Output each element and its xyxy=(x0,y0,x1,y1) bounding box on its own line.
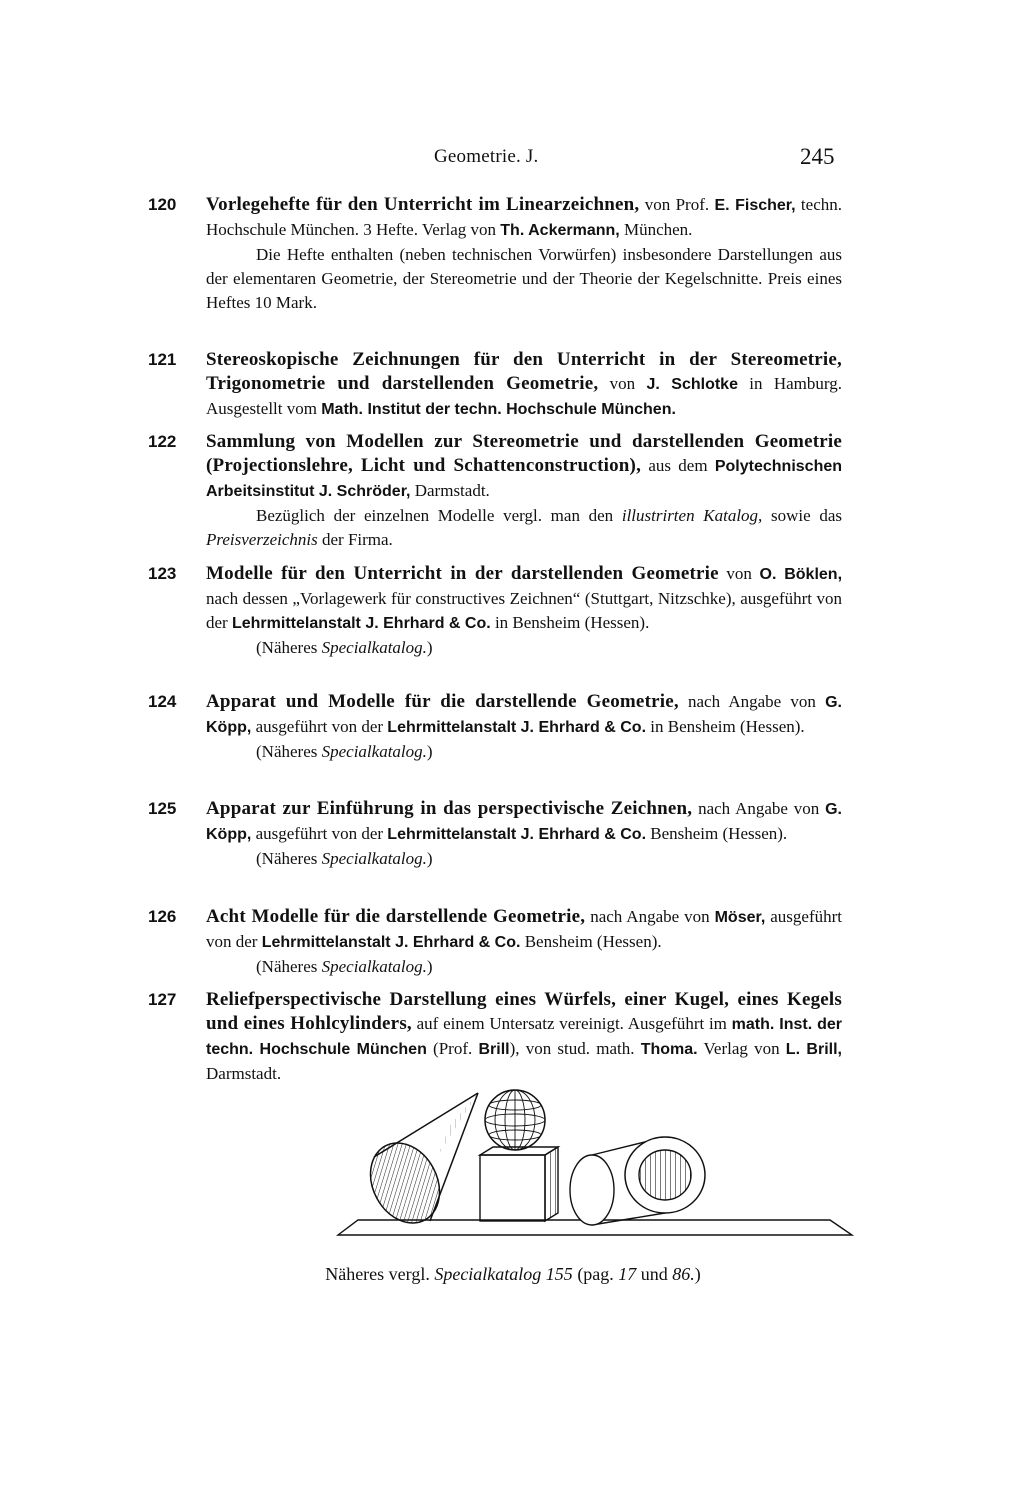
catalog-reference: Specialkatalog 155 xyxy=(434,1264,573,1284)
figure-caption xyxy=(0,1264,1026,1285)
entry-text xyxy=(206,988,842,1086)
entry-text-part: ), von stud. math. xyxy=(509,1039,641,1058)
entry-text-part: in Bensheim (Hessen). xyxy=(646,717,805,736)
publisher-name: Th. Ackermann, xyxy=(500,222,620,239)
catalog-reference: illustrirten Katalog, xyxy=(621,506,763,525)
person-name: G. Köpp, xyxy=(206,801,842,843)
catalog-reference-line xyxy=(206,740,842,764)
entry-text-part: in Bensheim (Hessen). xyxy=(490,613,650,632)
institution-name: math. Inst. der techn. Hochschule München xyxy=(206,1016,843,1058)
entry-number: 126 xyxy=(148,907,177,926)
catalog-entry-127 xyxy=(148,988,848,1086)
entry-body xyxy=(206,430,842,552)
entry-text-part: in Hamburg. Ausgestellt vom xyxy=(206,374,842,418)
catalog-reference-line xyxy=(206,636,842,660)
entry-text-part: Darmstadt. xyxy=(410,481,490,500)
person-name: Thoma. xyxy=(640,1041,698,1058)
entry-text-part: von xyxy=(718,564,760,583)
entry-note-part: sowie das xyxy=(762,506,842,525)
catalog-entry-126 xyxy=(148,905,848,979)
entry-text-part: (Prof. xyxy=(426,1039,479,1058)
entry-text-part: Darmstadt. xyxy=(206,1064,282,1083)
person-name: Möser, xyxy=(714,909,766,926)
reference-part: ) xyxy=(426,957,433,976)
caption-part: ) xyxy=(694,1264,701,1284)
catalog-entry-120 xyxy=(148,193,848,315)
running-title: Geometrie. J. xyxy=(434,146,539,167)
entry-number: 120 xyxy=(148,195,177,214)
entry-text xyxy=(206,348,842,422)
entry-text-part: von xyxy=(598,374,647,393)
catalog-reference-line xyxy=(206,847,842,871)
reference-part: (Näheres xyxy=(256,849,322,868)
entry-text-part: ausgeführt von der xyxy=(251,824,388,843)
entry-title: Reliefperspectivische Darstellung eines Würfels, einer Kugel, eines Kegels und eines Hohlcylinders, xyxy=(206,989,842,1034)
entry-text-part: nach Angabe von xyxy=(585,907,715,926)
entry-body xyxy=(206,690,842,764)
catalog-entry-123 xyxy=(148,562,848,660)
reference-part: (Näheres xyxy=(256,638,322,657)
entry-body xyxy=(206,348,842,422)
entry-text-part: Bensheim (Hessen). xyxy=(646,824,788,843)
entry-note xyxy=(206,504,842,552)
reference-part: ) xyxy=(426,742,433,761)
cone-model xyxy=(357,1093,478,1235)
catalog-reference: Preisverzeichnis xyxy=(206,530,318,549)
catalog-entry-124 xyxy=(148,690,848,764)
entry-number: 123 xyxy=(148,564,177,583)
entry-note: Die Hefte enthalten (neben technischen Vorwürfen) insbesondere Darstellungen aus der elementaren Geometrie, der Stereometrie und der Theorie der Kegelschnitte. Preis eines Heftes 10 Mark. xyxy=(206,245,842,312)
institution-name: Lehrmittelanstalt J. Ehrhard & Co. xyxy=(387,826,647,843)
entry-number: 124 xyxy=(148,692,177,711)
page-ref: 17 xyxy=(618,1264,637,1284)
person-name: J. Schlotke xyxy=(646,376,738,393)
person-name: G. Köpp, xyxy=(206,694,842,736)
models-illustration xyxy=(330,1085,860,1245)
entry-text xyxy=(206,690,842,740)
reference-part: (Näheres xyxy=(256,742,322,761)
publisher-name: L. Brill, xyxy=(785,1041,842,1058)
entry-text-part: Verlag von xyxy=(697,1039,786,1058)
entry-body xyxy=(206,905,842,979)
person-name: Brill xyxy=(478,1041,510,1058)
entry-body xyxy=(206,562,842,660)
institution-name: Lehrmittelanstalt J. Ehrhard & Co. xyxy=(261,934,521,951)
catalog-reference-line xyxy=(206,955,842,979)
entry-number: 122 xyxy=(148,432,177,451)
institution-name: Polytechnischen Arbeitsinstitut J. Schröder, xyxy=(206,458,843,500)
entry-text-part: von Prof. xyxy=(639,195,715,214)
entry-body xyxy=(206,988,842,1086)
catalog-reference: Specialkatalog. xyxy=(321,638,427,657)
entry-text xyxy=(206,797,842,847)
catalog-reference: Specialkatalog. xyxy=(321,849,427,868)
entry-text xyxy=(206,562,842,636)
entry-text-part: Bensheim (Hessen). xyxy=(520,932,662,951)
page-ref: 86. xyxy=(672,1264,695,1284)
entry-text-part: nach dessen „Vorlagewerk für constructives Zeichnen“ (Stuttgart, Nitzschke), ausgeführt von der xyxy=(206,589,842,632)
reference-part: ) xyxy=(426,638,433,657)
entry-number: 127 xyxy=(148,990,177,1009)
catalog-entry-121 xyxy=(148,348,848,422)
entry-number: 121 xyxy=(148,350,177,369)
page-header xyxy=(0,146,1026,176)
reference-part: (Näheres xyxy=(256,957,322,976)
entry-text-part: auf einem Untersatz vereinigt. Ausgeführt im xyxy=(411,1014,732,1033)
entry-title: Vorlegehefte für den Unterricht im Linearzeichnen, xyxy=(206,194,640,215)
catalog-entry-125 xyxy=(148,797,848,871)
caption-part: und xyxy=(636,1264,673,1284)
sphere-model xyxy=(485,1090,545,1150)
entry-text-part: ausgeführt von der xyxy=(206,907,842,951)
entry-title: Acht Modelle für die darstellende Geometrie, xyxy=(206,906,586,927)
hollow-cylinder-model xyxy=(570,1137,705,1225)
entry-text-part: nach Angabe von xyxy=(678,692,826,711)
entry-text-part: ausgeführt von der xyxy=(251,717,388,736)
entry-text xyxy=(206,905,842,955)
catalog-reference: Specialkatalog. xyxy=(321,742,427,761)
entry-text xyxy=(206,193,842,243)
reference-part: ) xyxy=(426,849,433,868)
caption-part: Näheres vergl. xyxy=(325,1264,435,1284)
entry-title: Sammlung von Modellen zur Stereometrie und darstellenden Geometrie (Projectionslehre, Licht und Schattenconstruction), xyxy=(206,431,842,476)
entry-title: Apparat und Modelle für die darstellende Geometrie, xyxy=(206,691,679,712)
catalog-reference: Specialkatalog. xyxy=(321,957,427,976)
entry-body xyxy=(206,797,842,871)
entry-text-part: München. xyxy=(619,220,693,239)
entry-title: Modelle für den Unterricht in der darstellenden Geometrie xyxy=(206,563,719,584)
catalog-entry-122 xyxy=(148,430,848,552)
entry-note-part: Bezüglich der einzelnen Modelle vergl. man den xyxy=(256,506,622,525)
institution-name: Math. Institut der techn. Hochschule München. xyxy=(321,401,676,418)
entry-text-part: techn. Hochschule München. 3 Hefte. Verlag von xyxy=(206,195,842,239)
entry-body xyxy=(206,193,842,315)
entry-text-part: aus dem xyxy=(641,456,715,475)
entry-text-part: nach Angabe von xyxy=(692,799,826,818)
institution-name: Lehrmittelanstalt J. Ehrhard & Co. xyxy=(231,615,491,632)
institution-name: Lehrmittelanstalt J. Ehrhard & Co. xyxy=(387,719,647,736)
page-number: 245 xyxy=(800,144,835,169)
entry-title: Stereoskopische Zeichnungen für den Unterricht in der Stereometrie, Trigonometrie und darstellenden Geometrie, xyxy=(206,349,842,394)
person-name: O. Böklen, xyxy=(759,566,843,583)
entry-text xyxy=(206,430,842,504)
caption-part: (pag. xyxy=(572,1264,619,1284)
entry-number: 125 xyxy=(148,799,177,818)
person-name: E. Fischer, xyxy=(714,197,796,214)
cube-model xyxy=(480,1147,558,1221)
entry-title: Apparat zur Einführung in das perspectivische Zeichnen, xyxy=(206,798,693,819)
entry-note-part: der Firma. xyxy=(317,530,393,549)
